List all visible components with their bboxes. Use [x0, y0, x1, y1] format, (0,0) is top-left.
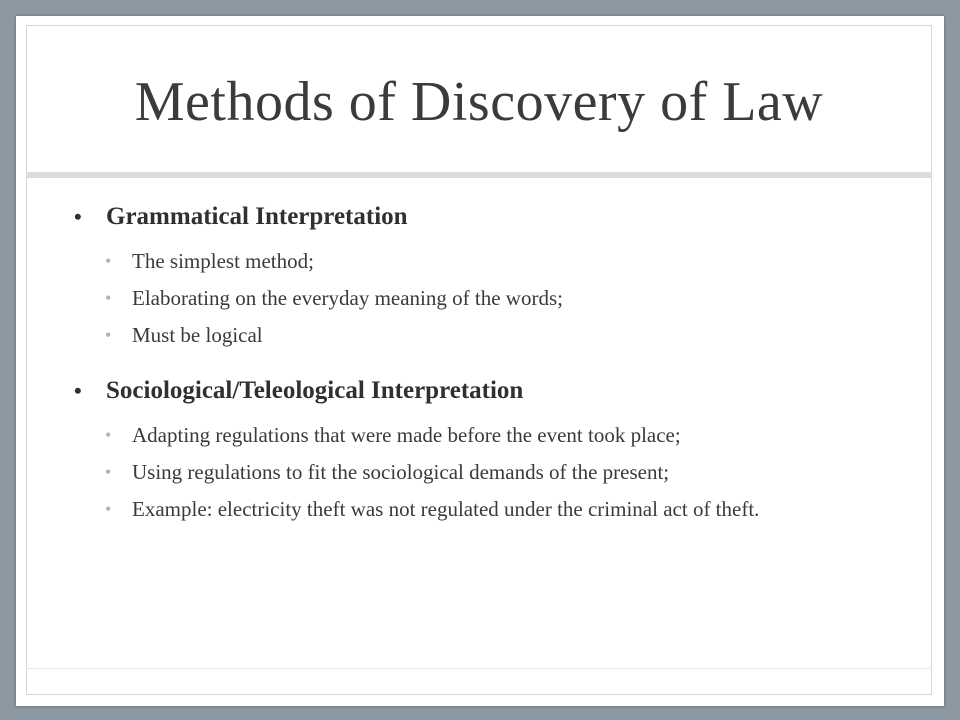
- section-heading-sociological: [72, 375, 892, 407]
- title-area: [26, 25, 932, 170]
- sub-bullet-icon: •: [105, 425, 112, 445]
- list-item: [72, 323, 892, 347]
- list-item-text: Elaborating on the everyday meaning of the words;: [132, 286, 563, 310]
- list-item-text: The simplest method;: [132, 249, 314, 273]
- bullet-icon: •: [74, 378, 82, 403]
- list-item: [72, 497, 892, 521]
- sociological-list: [72, 423, 892, 521]
- list-item-text: Example: electricity theft was not regulated under the criminal act of theft.: [132, 497, 760, 521]
- list-item: [72, 286, 892, 310]
- slide: [16, 16, 944, 706]
- list-item-text: Using regulations to fit the sociological demands of the present;: [132, 460, 670, 484]
- slide-body: [72, 201, 892, 521]
- list-item: [72, 460, 892, 484]
- section-heading-grammatical: [72, 201, 892, 233]
- list-item: [72, 423, 892, 447]
- section-heading-text: Sociological/Teleological Interpretation: [106, 377, 524, 404]
- sub-bullet-icon: •: [105, 288, 112, 308]
- bullet-icon: •: [74, 204, 82, 229]
- slide-title: Methods of Discovery of Law: [134, 70, 824, 133]
- sub-bullet-icon: •: [105, 499, 112, 519]
- list-item-text: Adapting regulations that were made before the event took place;: [132, 423, 681, 447]
- section-heading-text: Grammatical Interpretation: [106, 203, 408, 230]
- list-item-text: Must be logical: [132, 323, 263, 347]
- sub-bullet-icon: •: [105, 462, 112, 482]
- title-divider: [26, 172, 932, 178]
- footer-divider: [26, 668, 932, 669]
- sub-bullet-icon: •: [105, 325, 112, 345]
- list-item: [72, 249, 892, 273]
- sub-bullet-icon: •: [105, 251, 112, 271]
- grammatical-list: [72, 249, 892, 347]
